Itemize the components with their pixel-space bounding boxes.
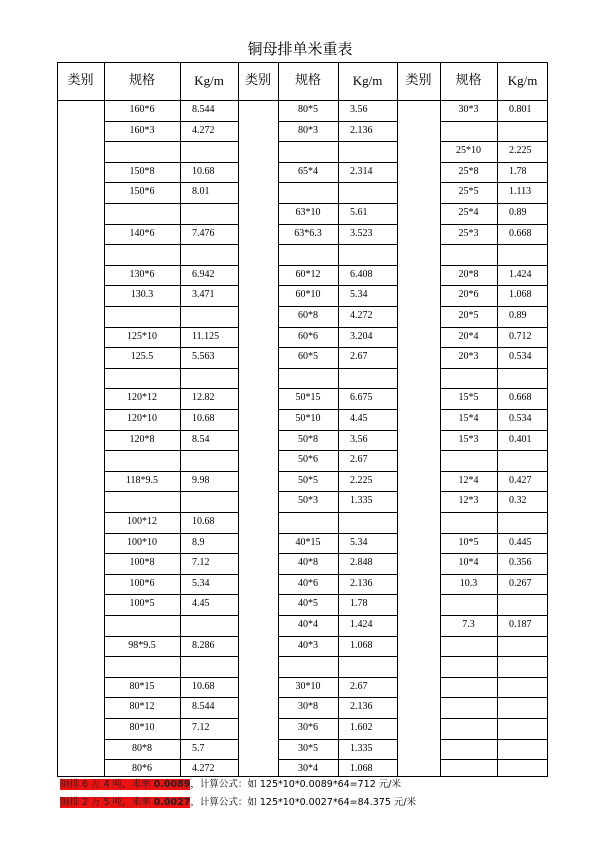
weight-cell: [180, 656, 238, 676]
spec-cell: 40*6: [298, 577, 318, 589]
weight-cell: [180, 615, 238, 635]
spec-cell: 40*15: [295, 536, 321, 548]
weight-cell: 1.424: [509, 268, 532, 280]
spec-cell: [278, 182, 338, 202]
spec-cell: 50*10: [295, 413, 321, 424]
spec-cell: 15*4: [458, 413, 479, 424]
spec-cell: 50*5: [298, 474, 318, 486]
spec-cell: 100*12: [127, 516, 157, 527]
weight-cell: [338, 182, 397, 202]
weight-cell: 2.848: [350, 557, 373, 569]
weight-cell: 2.314: [350, 165, 373, 177]
spec-cell: 98*9.5: [128, 639, 156, 651]
weight-cell: 6.408: [350, 268, 373, 280]
weight-cell: 4.272: [350, 310, 373, 321]
spec-cell: [278, 141, 338, 161]
spec-cell: [440, 450, 497, 470]
spec-cell: 12*3: [458, 495, 479, 507]
weight-cell: 5.7: [192, 742, 205, 754]
spec-cell: 10*5: [458, 536, 479, 548]
weight-cell: 1.068: [509, 289, 532, 301]
weight-cell: 1.78: [350, 598, 368, 610]
spec-cell: 50*8: [298, 433, 318, 445]
spec-cell: [440, 244, 497, 264]
note-formula-2: ，计算公式：如 125*10*0.0027*64=84.375 元/米: [190, 797, 417, 808]
weight-cell: 10.68: [192, 680, 215, 692]
weight-cell: 8.01: [192, 186, 210, 198]
weight-cell: 3.523: [350, 227, 373, 239]
weight-cell: [497, 656, 548, 676]
weight-cell: 7.12: [192, 722, 210, 733]
weight-cell: 6.942: [192, 268, 215, 280]
weight-cell: [338, 512, 397, 532]
weight-cell: 0.187: [509, 619, 532, 630]
spec-cell: 120*8: [129, 433, 155, 445]
spec-cell: 80*12: [129, 701, 155, 713]
weight-cell: 8.544: [192, 701, 215, 713]
weight-cell: 10.68: [192, 413, 215, 424]
weight-cell: 0.534: [509, 351, 532, 363]
spec-cell: [278, 244, 338, 264]
weight-cell: 1.78: [509, 165, 527, 177]
spec-cell: 30*10: [295, 680, 321, 692]
spec-cell: 20*3: [458, 351, 479, 363]
spec-cell: [440, 121, 497, 141]
weight-cell: 3.56: [350, 104, 368, 115]
spec-cell: 30*4: [298, 763, 318, 775]
weight-cell: 2.136: [350, 701, 373, 713]
spec-cell: 40*8: [298, 557, 318, 569]
weight-cell: [338, 656, 397, 676]
column-divider: [238, 62, 239, 777]
spec-cell: [104, 615, 180, 635]
spec-cell: [278, 512, 338, 532]
spec-cell: [278, 656, 338, 676]
weight-cell: 4.272: [192, 763, 215, 775]
weight-cell: 0.668: [509, 392, 532, 404]
spec-cell: 15*3: [458, 433, 479, 445]
weight-cell: [497, 121, 548, 141]
weight-cell: [338, 244, 397, 264]
weight-cell: 2.136: [350, 124, 373, 136]
spec-cell: 60*6: [298, 330, 318, 342]
weight-cell: 4.272: [192, 124, 215, 136]
spec-cell: 120*10: [127, 413, 157, 424]
spec-cell: [440, 636, 497, 656]
weight-cell: 9.98: [192, 474, 210, 486]
spec-cell: [104, 244, 180, 264]
weight-cell: [180, 203, 238, 223]
spec-cell: 50*3: [298, 495, 318, 507]
spec-cell: [104, 368, 180, 388]
weight-cell: 6.675: [350, 392, 373, 404]
weight-cell: 8.54: [192, 433, 210, 445]
weight-cell: [180, 141, 238, 161]
weight-cell: 0.712: [509, 330, 532, 342]
weight-cell: [338, 141, 397, 161]
weight-cell: 0.427: [509, 474, 532, 486]
spec-cell: 25*8: [458, 165, 479, 177]
weight-cell: 0.534: [509, 413, 532, 424]
spec-cell: 60*12: [295, 268, 321, 280]
weight-cell: 5.34: [192, 577, 210, 589]
weight-cell: 8.9: [192, 536, 205, 548]
weight-cell: [180, 244, 238, 264]
weight-cell: [180, 306, 238, 326]
note-formula-1: ，计算公式：如 125*10*0.0089*64=712 元/米: [190, 779, 401, 790]
weight-cell: 3.471: [192, 289, 215, 301]
note-line-2: [60, 794, 416, 812]
weight-cell: 1.068: [350, 639, 373, 651]
spec-cell: [104, 491, 180, 511]
spec-cell: 50*15: [295, 392, 321, 404]
spec-cell: 12*4: [458, 474, 479, 486]
page-title: 铜母排单米重表: [247, 40, 353, 58]
header-spec: 规格: [455, 73, 482, 88]
spec-cell: 130.3: [130, 289, 154, 301]
spec-cell: 100*5: [129, 598, 155, 610]
spec-cell: 10.3: [459, 577, 478, 589]
weight-cell: [497, 244, 548, 264]
spec-cell: [440, 697, 497, 717]
weight-cell: [497, 677, 548, 697]
header-category: 类别: [67, 73, 94, 88]
weight-cell: [497, 594, 548, 614]
spec-cell: 100*6: [129, 577, 155, 589]
weight-cell: 1.113: [509, 186, 532, 198]
weight-cell: 10.68: [192, 165, 215, 177]
spec-cell: 40*5: [298, 598, 318, 610]
spec-cell: 80*3: [298, 124, 318, 136]
header-weight: Kg/m: [352, 73, 383, 88]
spec-cell: [440, 656, 497, 676]
spec-cell: [104, 450, 180, 470]
spec-cell: 20*6: [458, 289, 479, 301]
weight-cell: 2.67: [350, 454, 368, 466]
spec-cell: [440, 718, 497, 738]
spec-cell: 150*6: [129, 186, 155, 198]
weight-cell: 0.668: [509, 227, 532, 239]
weight-cell: [497, 739, 548, 759]
spec-cell: 60*10: [295, 289, 321, 301]
spec-cell: 7.3: [462, 619, 475, 630]
spec-cell: 15*5: [458, 392, 479, 404]
weight-cell: 3.56: [350, 433, 368, 445]
spec-cell: 80*8: [132, 742, 152, 754]
spec-cell: [440, 677, 497, 697]
weight-cell: 8.544: [192, 104, 215, 115]
spec-cell: 63*6.3: [294, 227, 322, 239]
weight-cell: [497, 636, 548, 656]
notes: [60, 776, 416, 812]
weight-cell: 2.225: [350, 474, 373, 486]
spec-cell: [440, 594, 497, 614]
spec-cell: 25*10: [456, 145, 481, 157]
weight-cell: 1.335: [350, 495, 373, 507]
weight-cell: 0.32: [509, 495, 527, 507]
note-highlight-1: 铜排 6 万 4 吨，米率 0.0089: [60, 779, 191, 790]
spec-cell: 20*5: [458, 310, 479, 321]
header-category: 类别: [244, 73, 271, 88]
weight-cell: 8.286: [192, 639, 215, 651]
spec-cell: 30*3: [458, 104, 479, 115]
spec-cell: 40*3: [298, 639, 318, 651]
spec-cell: [440, 512, 497, 532]
spec-cell: 160*6: [129, 104, 155, 115]
spec-cell: 125.5: [130, 351, 154, 363]
weight-cell: 2.136: [350, 577, 373, 589]
weight-cell: 5.34: [350, 536, 368, 548]
spec-cell: 80*5: [298, 104, 318, 115]
weight-cell: 5.34: [350, 289, 368, 301]
spec-cell: 150*8: [129, 165, 155, 177]
spec-cell: 25*3: [458, 227, 479, 239]
weight-cell: 10.68: [192, 516, 215, 527]
weight-cell: [497, 368, 548, 388]
spec-cell: [104, 141, 180, 161]
spec-cell: 60*5: [298, 351, 318, 363]
spec-cell: [104, 306, 180, 326]
spec-cell: 80*15: [129, 680, 155, 692]
header-weight: Kg/m: [194, 73, 224, 88]
spec-cell: 100*8: [129, 557, 155, 569]
spec-cell: 130*6: [129, 268, 155, 280]
spec-cell: 63*10: [295, 207, 321, 218]
spec-cell: 50*6: [298, 454, 318, 466]
weight-cell: 0.445: [509, 536, 532, 548]
spec-cell: [440, 759, 497, 779]
spec-cell: 65*4: [298, 165, 318, 177]
weight-cell: [180, 450, 238, 470]
weight-cell: [497, 759, 548, 779]
weight-cell: 0.801: [509, 104, 532, 115]
spec-cell: 30*8: [298, 701, 318, 713]
weight-cell: 12.82: [192, 392, 215, 404]
weight-cell: 7.12: [192, 557, 210, 569]
weight-cell: [497, 697, 548, 717]
weight-cell: 3.204: [350, 330, 373, 342]
spec-cell: 80*6: [132, 763, 152, 775]
spec-cell: 25*5: [458, 186, 479, 198]
spec-cell: 25*4: [458, 207, 479, 218]
note-highlight-2: 铜排 2 万 5 吨，米率 0.0027: [60, 797, 191, 808]
spec-cell: 20*8: [458, 268, 479, 280]
header-weight: Kg/m: [507, 73, 538, 88]
weight-cell: [180, 368, 238, 388]
spec-cell: 20*4: [458, 330, 479, 342]
weight-cell: 0.267: [509, 577, 532, 589]
weight-cell: 0.401: [509, 433, 532, 445]
weight-cell: 4.45: [350, 413, 368, 424]
weight-cell: 0.89: [509, 207, 527, 218]
weight-cell: 0.356: [509, 557, 532, 569]
header-spec: 规格: [294, 73, 321, 88]
spec-cell: [104, 656, 180, 676]
weight-cell: [338, 368, 397, 388]
weight-cell: [180, 491, 238, 511]
weight-cell: 1.602: [350, 722, 373, 733]
spec-cell: 80*10: [129, 722, 155, 733]
spec-cell: [278, 368, 338, 388]
spec-cell: 118*9.5: [125, 474, 159, 486]
header-category: 类别: [405, 73, 432, 88]
header-spec: 规格: [128, 73, 155, 88]
weight-cell: [497, 718, 548, 738]
spec-cell: 120*12: [127, 392, 157, 404]
spec-cell: 160*3: [129, 124, 155, 136]
spec-cell: [440, 739, 497, 759]
column-divider: [397, 62, 398, 777]
weight-cell: [497, 512, 548, 532]
weight-cell: 5.563: [192, 351, 215, 363]
spec-cell: 30*5: [298, 742, 318, 754]
spec-cell: 60*8: [298, 310, 318, 321]
weight-cell: 2.67: [350, 680, 368, 692]
weight-cell: 7.476: [192, 227, 215, 239]
spec-cell: [440, 368, 497, 388]
spec-cell: [104, 203, 180, 223]
spec-cell: 40*4: [298, 619, 318, 630]
weight-cell: 5.61: [350, 207, 368, 218]
weight-cell: 11.125: [192, 330, 220, 342]
weight-cell: 2.67: [350, 351, 368, 363]
weight-cell: 1.068: [350, 763, 373, 775]
spec-cell: 30*6: [298, 722, 318, 733]
spec-cell: 140*6: [129, 227, 155, 239]
weight-cell: 0.89: [509, 310, 527, 321]
weight-cell: 1.424: [350, 619, 373, 630]
spec-cell: 100*10: [127, 536, 157, 548]
weight-cell: 1.335: [350, 742, 373, 754]
weight-cell: 4.45: [192, 598, 210, 610]
spec-cell: 125*10: [127, 330, 157, 342]
spec-cell: 10*4: [458, 557, 479, 569]
weight-cell: [497, 450, 548, 470]
weight-cell: 2.225: [509, 145, 532, 157]
